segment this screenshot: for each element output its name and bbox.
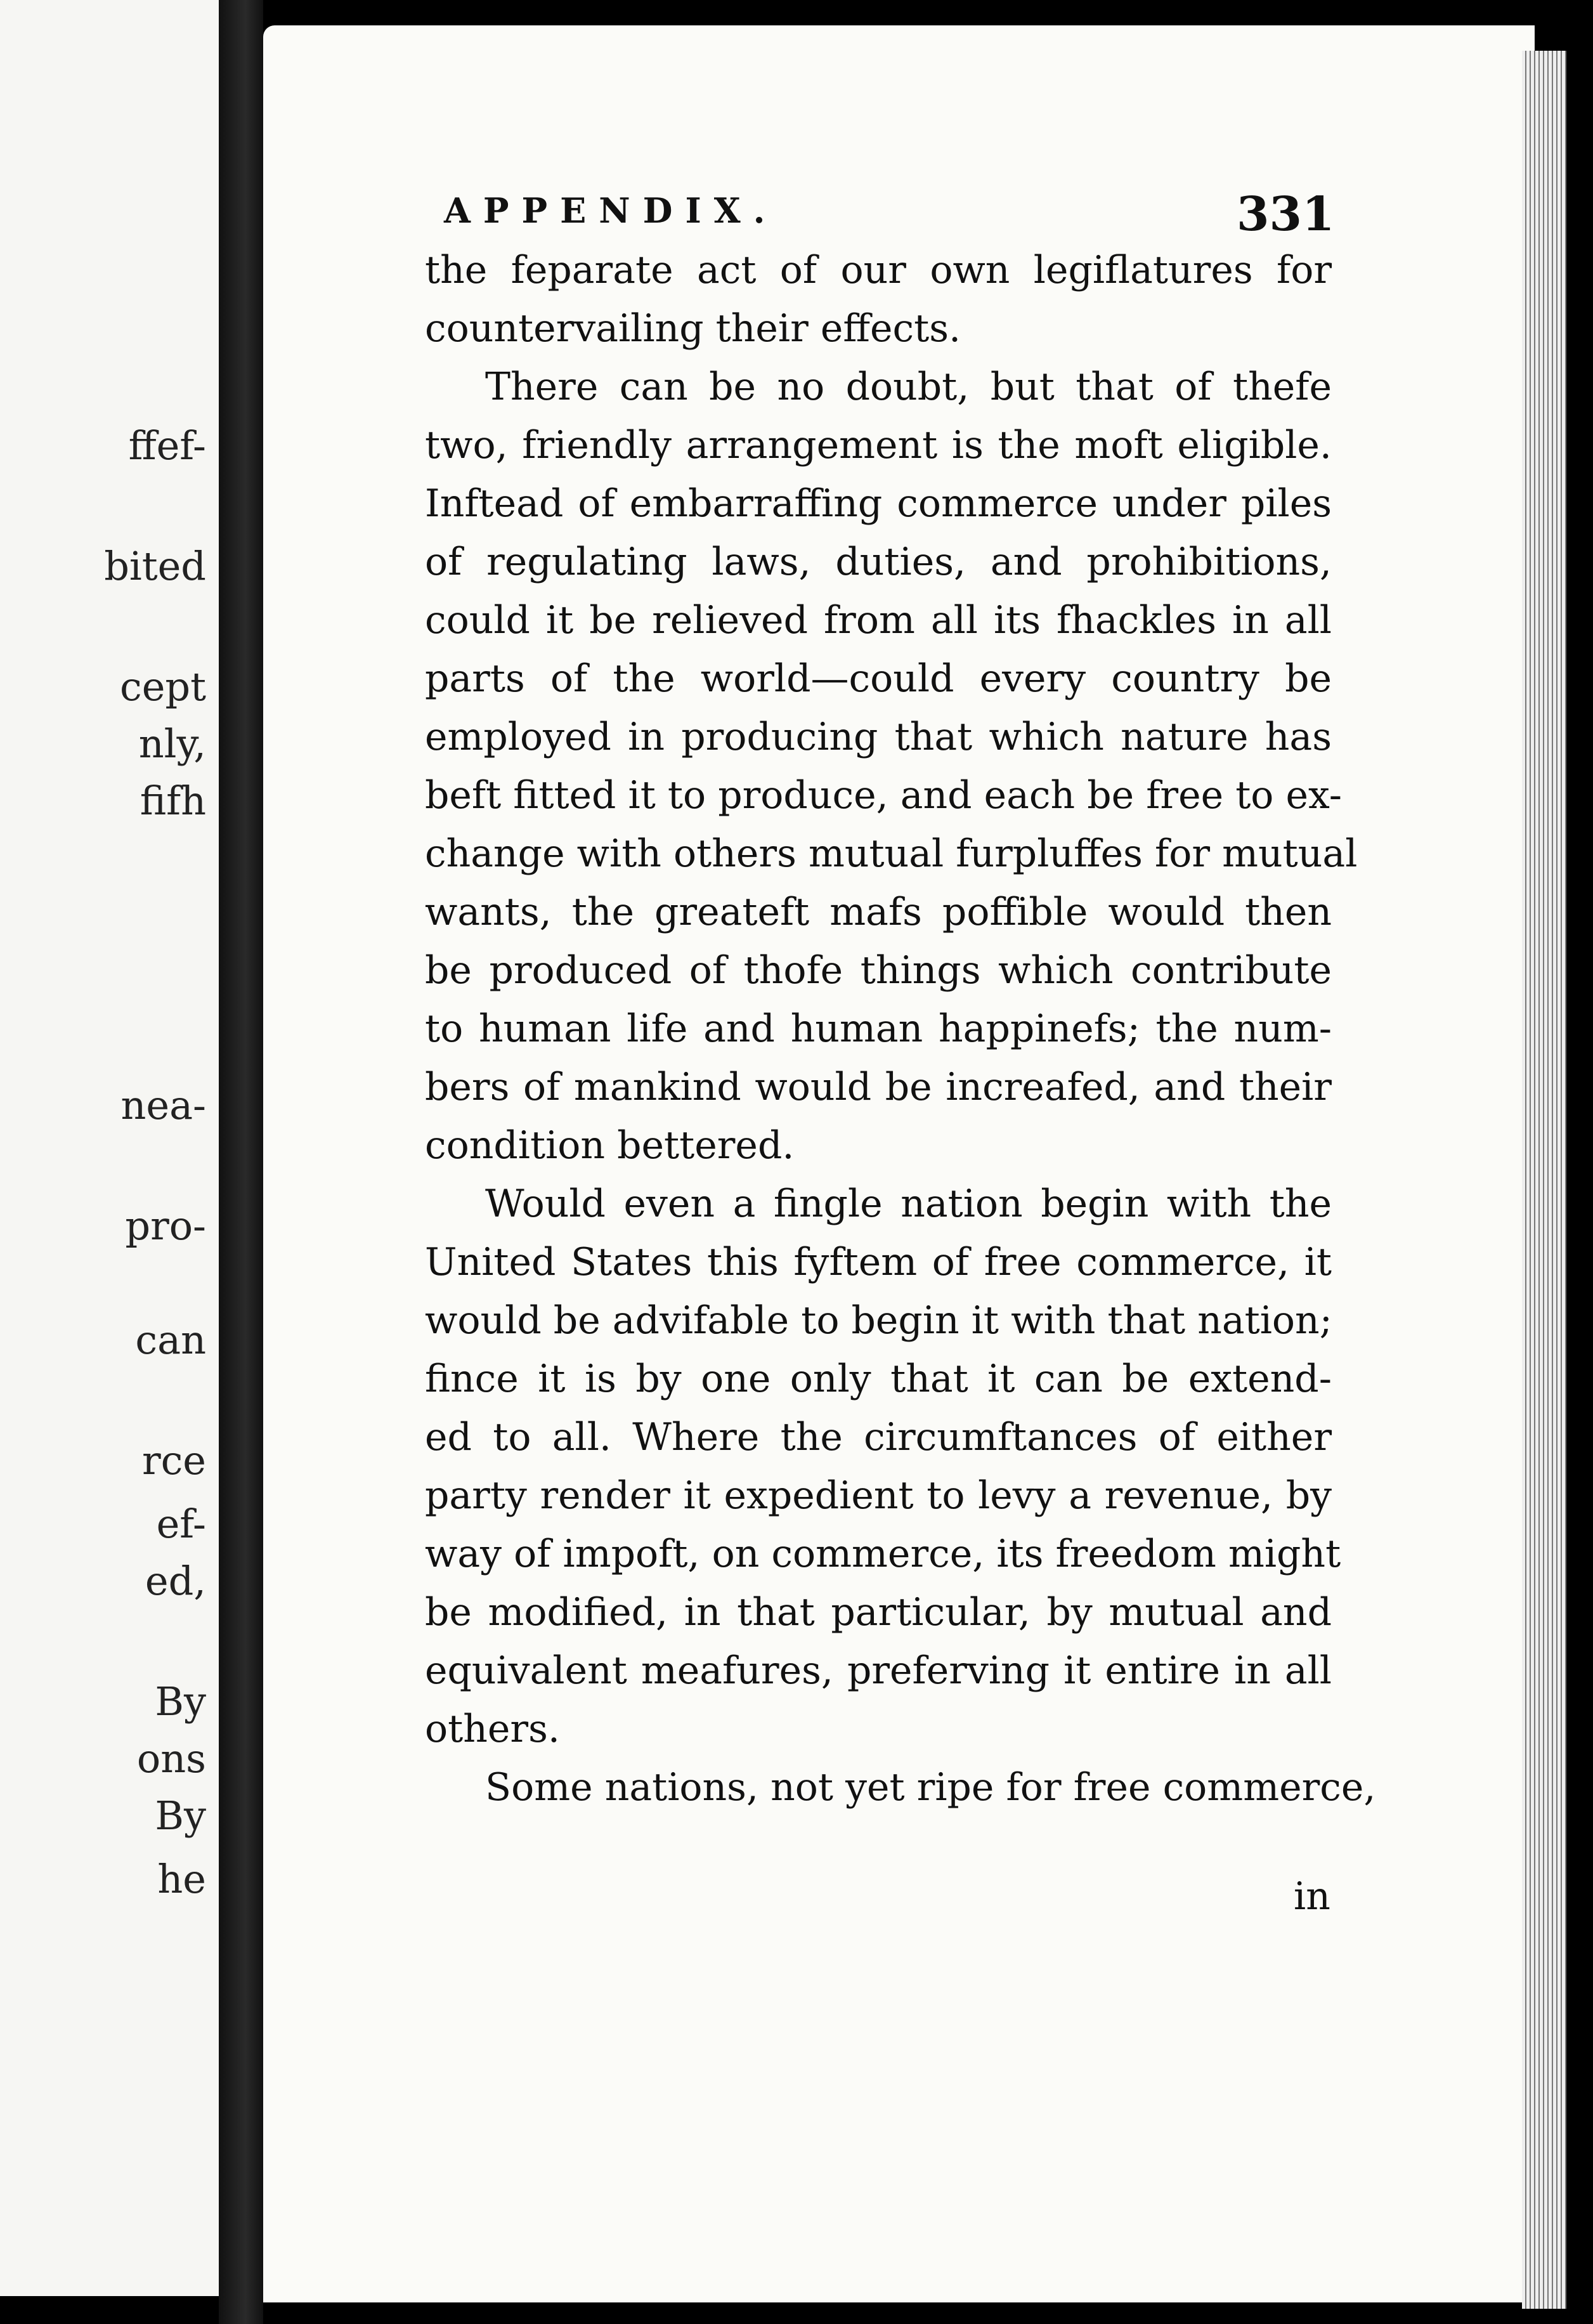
left-page-fragment: fifh [140,778,206,824]
text-line: There can be no doubt, but that of thefe [485,365,1332,409]
text-line: two, friendly arrangement is the moft eligible. [425,423,1332,467]
text-line: countervailing their effects. [425,306,961,351]
left-page-fragment: nea- [120,1082,206,1128]
text-line: to human life and human happinefs; the num- [425,1007,1332,1051]
left-page-fragment: pro- [125,1203,206,1249]
text-line: the feparate act of our own legiflatures for [425,248,1332,292]
book-gutter [219,0,263,2324]
text-line: Some nations, not yet ripe for free commerce, [485,1765,1376,1810]
text-line: equivalent meafures, preferving it entire in all [425,1648,1332,1693]
left-page-fragment: rce [141,1437,206,1484]
text-line: way of impoft, on commerce, its freedom might [425,1532,1341,1576]
text-line: condition bettered. [425,1123,795,1168]
left-page-fragment: ef- [156,1501,206,1547]
left-page-fragment: cept [119,663,206,710]
text-line: United States this fyftem of free commerce, it [425,1240,1332,1284]
page-number: 331 [1237,187,1335,242]
left-page-fragment: bited [104,543,206,589]
text-line: fince it is by one only that it can be extend- [425,1357,1332,1401]
text-line: would be advifable to begin it with that nation; [425,1298,1332,1343]
left-page-fragment: By [155,1678,206,1725]
text-line: employed in producing that which nature has [425,715,1332,759]
text-line: ed to all. Where the circumftances of either [425,1415,1332,1459]
text-line: parts of the world—could every country be [425,656,1332,701]
text-line: change with others mutual furpluffes for mutual [425,832,1358,876]
text-line: bers of mankind would be increafed, and their [425,1065,1332,1109]
text-line: be modified, in that particular, by mutual and [425,1590,1332,1635]
left-page-fragment: nly, [138,721,206,767]
page-edges [1522,51,1566,2309]
scan-border [1566,0,1593,2324]
left-facing-page [0,0,221,2296]
text-line: party render it expedient to levy a revenue, by [425,1473,1332,1518]
catchword: in [1294,1874,1330,1919]
text-line: could it be relieved from all its fhackles in all [425,598,1332,643]
left-page-fragment: ffef- [128,422,206,469]
left-page-fragment: ons [136,1735,206,1782]
left-page-fragment: can [135,1317,206,1363]
text-line: Inftead of embarraffing commerce under piles [425,481,1332,526]
text-line: Would even a fingle nation begin with the [485,1182,1332,1226]
text-line: others. [425,1707,560,1751]
text-line: wants, the greateft mafs poffible would then [425,890,1332,934]
body-text [425,241,1376,1817]
text-line: of regulating laws, duties, and prohibitions, [425,540,1332,584]
left-page-fragment: By [155,1792,206,1839]
running-head: APPENDIX. [444,190,778,231]
left-page-fragment: he [157,1856,206,1902]
text-line: be produced of thofe things which contribute [425,948,1332,993]
left-page-fragment: ed, [145,1558,206,1604]
text-line: beft fitted it to produce, and each be free to ex- [425,773,1343,818]
